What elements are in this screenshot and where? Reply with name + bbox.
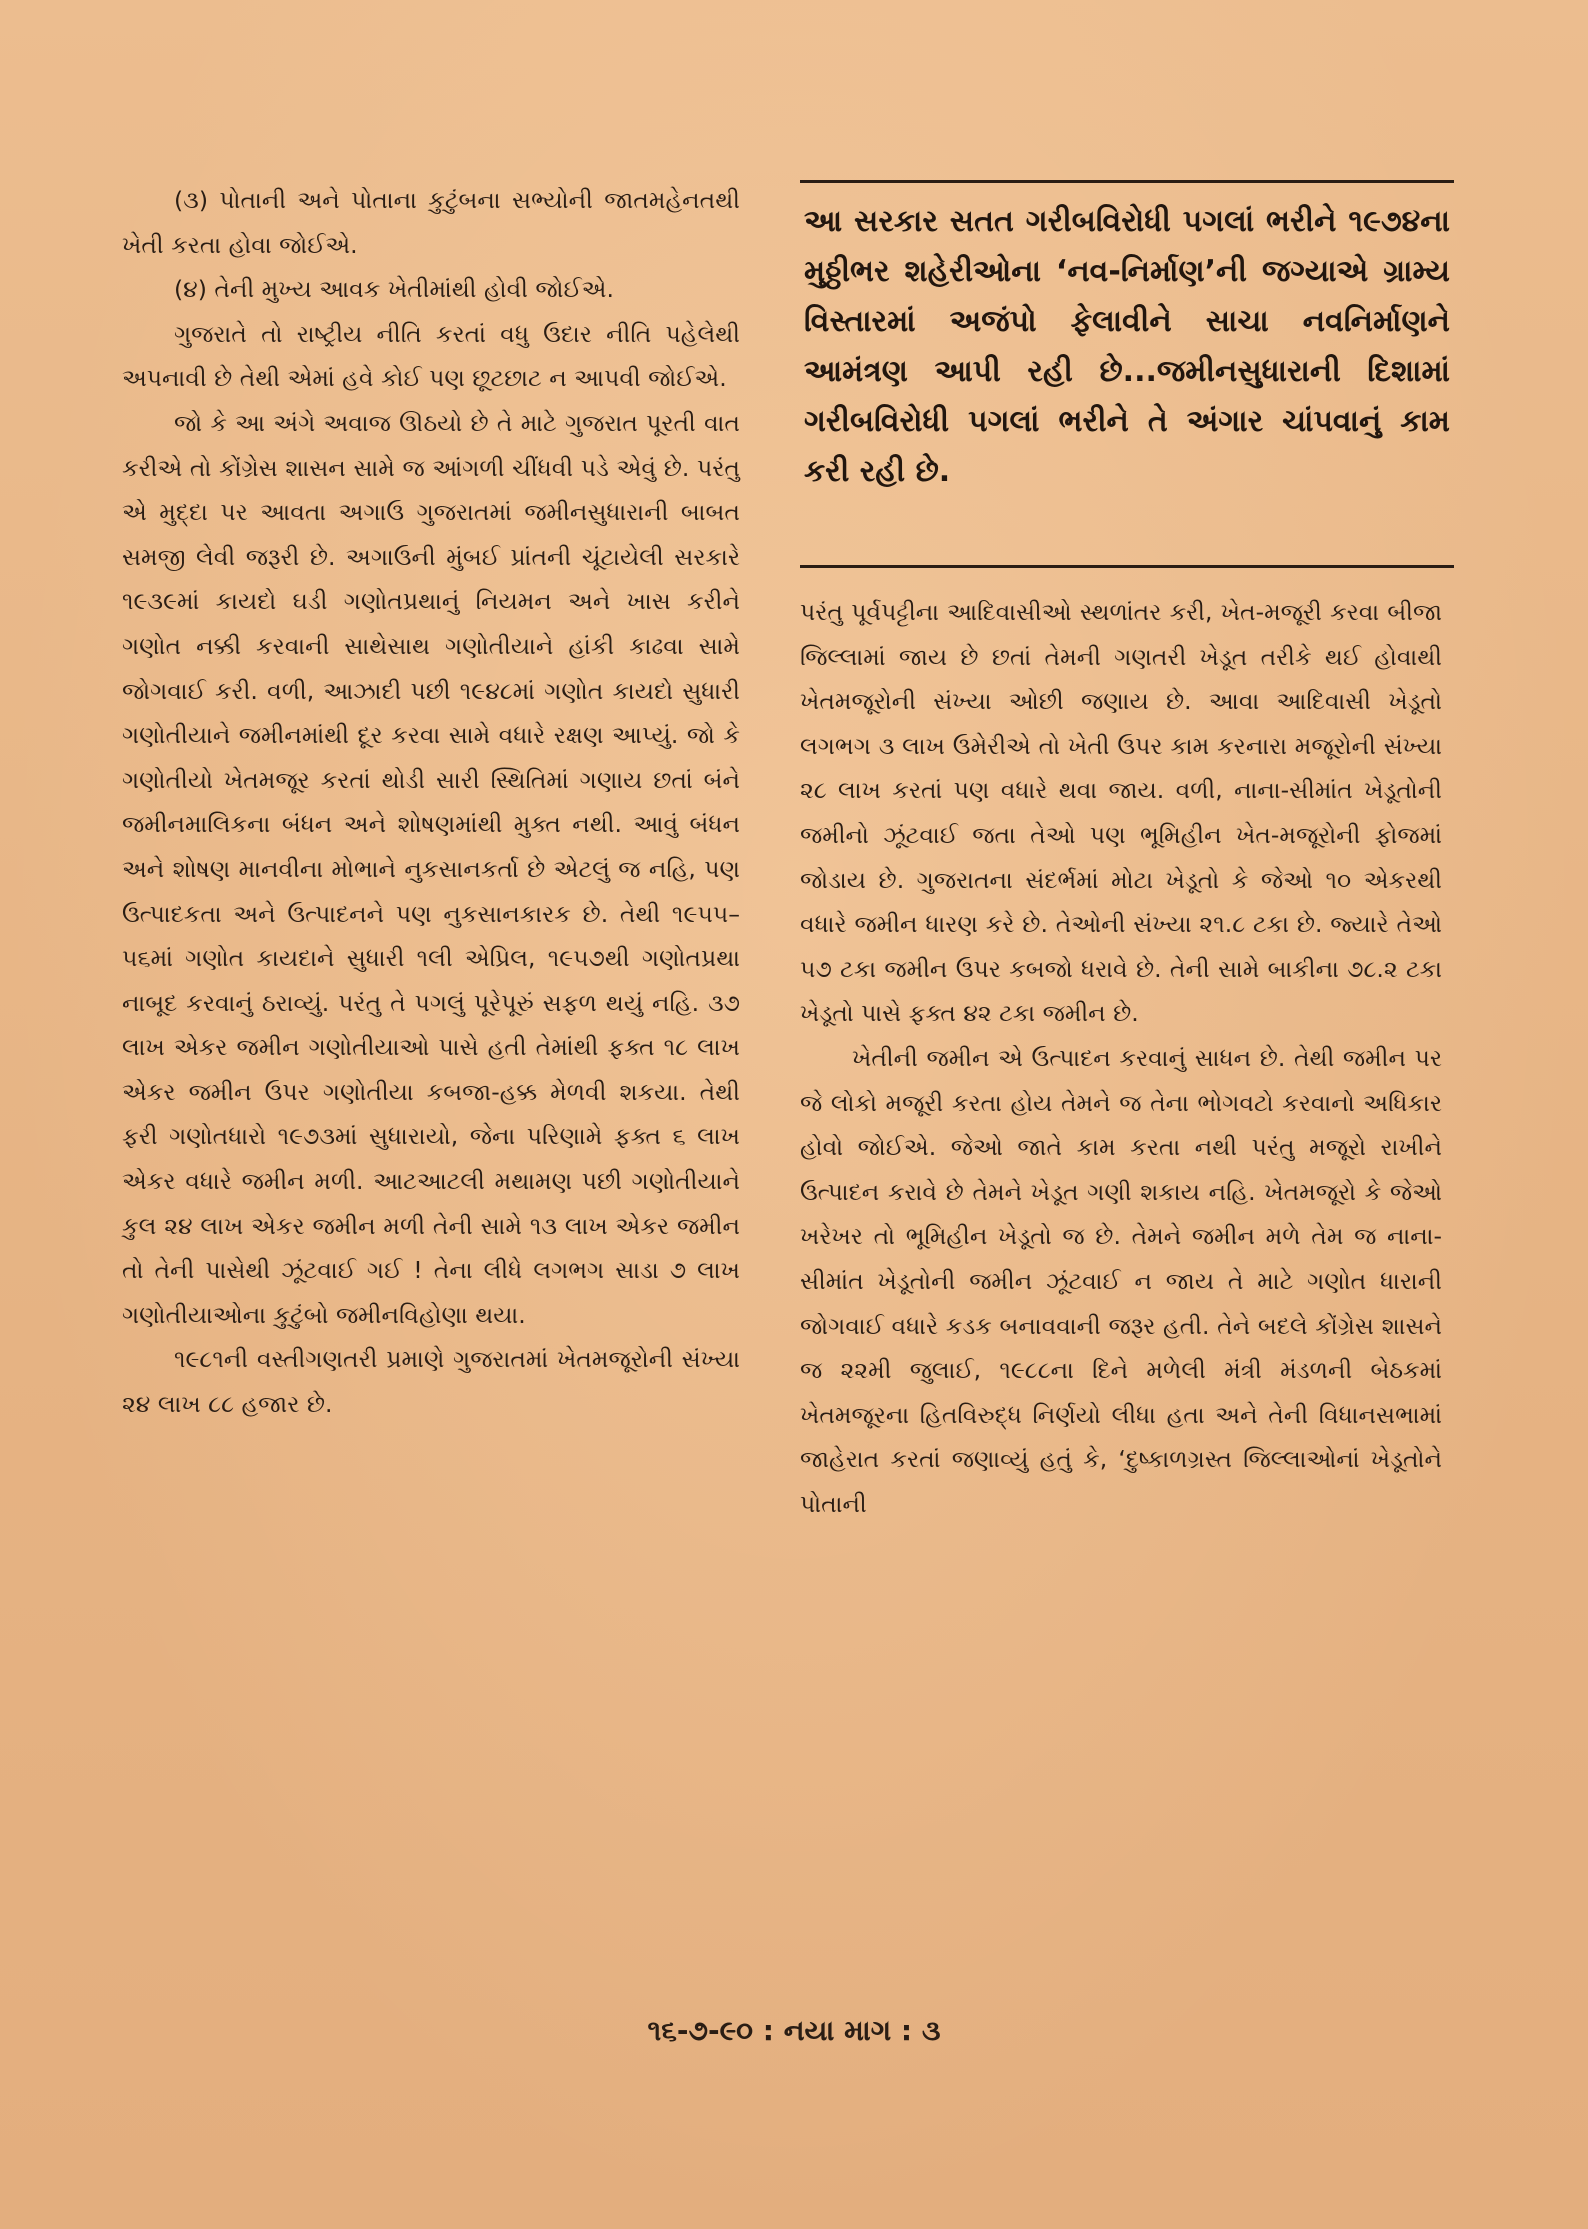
paragraph-land-as-means: ખેતીની જમીન એ ઉત્પાદન કરવાનું સાધન છે. તેથી જમીન પર જે લોકો મજૂરી કરતા હોય તેમને જ તેના ભોગવટો કરવાનો અધિકાર હોવો જોઈએ. જેઓ જાતે કામ કરતા નથી પરંતુ મજૂરો રાખીને ઉત્પાદન કરાવે છે તેમને ખેડૂત ગણી શકાય નહિ. ખેતમજૂરો કે જેઓ ખરેખર તો ભૂમિહીન ખેડૂતો જ છે. તેમને જમીન મળે તેમ જ નાના-સીમાંત ખેડૂતોની જમીન ઝૂંટવાઈ ન જાય તે માટે ગણોત ધારાની જોગવાઈ વધારે કડક બનાવવાની જરૂર હતી. તેને બદલે કોંગ્રેસ શાસને જ ૨૨મી જુલાઈ, ૧૯૮૮ના દિને મળેલી મંત્રી મંડળની બેઠકમાં ખેતમજૂરના હિતવિરુદ્ધ નિર્ણયો લીધા હતા અને તેની વિધાનસભામાં જાહેરાત કરતાં જણાવ્યું હતું કે, ‘દુષ્કાળગ્રસ્ત જિલ્લાઓનાં ખેડૂતોને પોતાની bbox=[800, 1043, 1442, 1518]
paragraph-tribal-migrants: પરંતુ પૂર્વપટ્ટીના આદિવાસીઓ સ્થળાંતર કરી, ખેત-મજૂરી કરવા બીજા જિલ્લામાં જાય છે છતાં તેમની ગણતરી ખેડૂત તરીકે થઈ હોવાથી ખેતમજૂરોની સંખ્યા ઓછી જણાય છે. આવા આદિવાસી ખેડૂતો લગભગ ૩ લાખ ઉમેરીએ તો ખેતી ઉપર કામ કરનારા મજૂરોની સંખ્યા ૨૮ લાખ કરતાં પણ વધારે થવા જાય. વળી, નાના-સીમાંત ખેડૂતોની જમીનો ઝૂંટવાઈ જતા તેઓ પણ ભૂમિહીન ખેત-મજૂરોની ફોજમાં જોડાય છે. ગુજરાતના સંદર્ભમાં મોટા ખેડૂતો કે જેઓ ૧૦ એકરથી વધારે જમીન ધારણ કરે છે. તેઓની સંખ્યા ૨૧.૮ ટકા છે. જ્યારે તેઓ ૫૭ ટકા જમીન ઉપર કબજો ધરાવે છે. તેની સામે બાકીના ૭૮.૨ ટકા ખેડૂતો પાસે ફક્ત ૪૨ ટકા જમીન છે. bbox=[800, 598, 1442, 1028]
paragraph-condition-4: (૪) તેની મુખ્ય આવક ખેતીમાંથી હોવી જોઈએ. bbox=[174, 275, 614, 304]
right-column bbox=[800, 590, 1442, 1526]
pull-quote-text: આ સરકાર સતત ગરીબવિરોધી પગલાં ભરીને ૧૯૭૪ના મુઠ્ઠીભર શહેરીઓના ‘નવ-નિર્માણ’ની જગ્યાએ ગ્રામ્ય વિસ્તારમાં અજંપો ફેલાવીને સાચા નવનિર્માણને આમંત્રણ આપી રહી છે...જમીનસુધારાની દિશામાં ગરીબવિરોધી પગલાં ભરીને તે અંગાર ચાંપવાનું કામ કરી રહી છે. bbox=[804, 204, 1450, 489]
pull-quote-box bbox=[800, 180, 1454, 568]
paragraph-condition-3: (૩) પોતાની અને પોતાના કુટુંબના સભ્યોની જાતમહેનતથી ખેતી કરતા હોવા જોઈએ. bbox=[122, 186, 740, 259]
paragraph-tenancy-history: જો કે આ અંગે અવાજ ઊઠયો છે તે માટે ગુજરાત પૂરતી વાત કરીએ તો કોંગ્રેસ શાસન સામે જ આંગળી ચીંધવી પડે એવું છે. પરંતુ એ મુદ્દા પર આવતા અગાઉ ગુજરાતમાં જમીનસુધારાની બાબત સમજી લેવી જરૂરી છે. અગાઉની મુંબઈ પ્રાંતની ચૂંટાયેલી સરકારે ૧૯૩૯માં કાયદો ઘડી ગણોતપ્રથાનું નિયમન અને ખાસ કરીને ગણોત નક્કી કરવાની સાથેસાથ ગણોતીયાને હાંકી કાઢવા સામે જોગવાઈ કરી. વળી, આઝાદી પછી ૧૯૪૮માં ગણોત કાયદો સુધારી ગણોતીયાને જમીનમાંથી દૂર કરવા સામે વધારે રક્ષણ આપ્યું. જો કે ગણોતીયો ખેતમજૂર કરતાં થોડી સારી સ્થિતિમાં ગણાય છતાં બંને જમીનમાલિકના બંધન અને શોષણમાંથી મુક્ત નથી. આવું બંધન અને શોષણ માનવીના મોભાને નુકસાનકર્તા છે એટલું જ નહિ, પણ ઉત્પાદકતા અને ઉત્પાદનને પણ નુકસાનકારક છે. તેથી ૧૯૫૫–૫૬માં ગણોત કાયદાને સુધારી ૧લી એપ્રિલ, ૧૯૫૭થી ગણોતપ્રથા નાબૂદ કરવાનું ઠરાવ્યું. પરંતુ તે પગલું પૂરેપૂરું સફળ થયું નહિ. ૩૭ લાખ એકર જમીન ગણોતીયાઓ પાસે હતી તેમાંથી ફક્ત ૧૮ લાખ એકર જમીન ઉપર ગણોતીયા કબજા-હક્ક મેળવી શકયા. તેથી ફરી ગણોતધારો ૧૯૭૩માં સુધારાયો, જેના પરિણામે ફક્ત ૬ લાખ એકર વધારે જમીન મળી. આટઆટલી મથામણ પછી ગણોતીયાને કુલ ૨૪ લાખ એકર જમીન મળી તેની સામે ૧૩ લાખ એકર જમીન તો તેની પાસેથી ઝૂંટવાઈ ગઈ ! તેના લીધે લગભગ સાડા ૭ લાખ ગણોતીયાઓના કુટુંબો જમીનવિહોણા થયા. bbox=[122, 408, 740, 1329]
page-footer: ૧૬-૭-૯૦ : નયા માગ : ૩ bbox=[647, 2014, 941, 2047]
paragraph-gujarat-policy: ગુજરાતે તો રાષ્ટ્રીય નીતિ કરતાં વધુ ઉદાર નીતિ પહેલેથી અપનાવી છે તેથી એમાં હવે કોઈ પણ છૂટછાટ ન આપવી જોઈએ. bbox=[122, 319, 740, 393]
left-column bbox=[122, 178, 740, 1427]
paragraph-census-1981: ૧૯૮૧ની વસ્તીગણતરી પ્રમાણે ગુજરાતમાં ખેતમજૂરોની સંખ્યા ૨૪ લાખ ૮૮ હજાર છે. bbox=[122, 1345, 740, 1419]
